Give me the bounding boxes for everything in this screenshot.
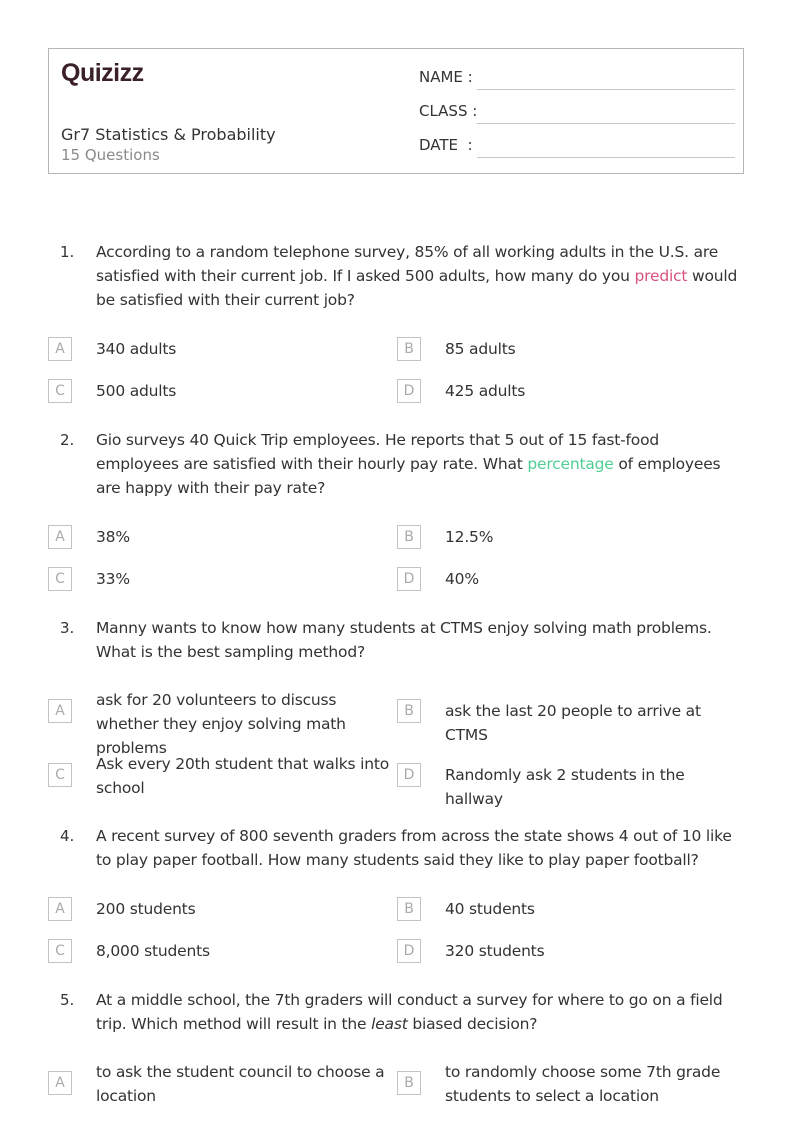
option-text: 38% xyxy=(96,528,130,546)
class-field xyxy=(419,102,735,126)
date-line xyxy=(477,157,735,158)
option-text: to randomly choose some 7th grade students to select a location xyxy=(445,1063,721,1105)
option-text: Randomly ask 2 students in the hallway xyxy=(445,766,685,808)
question-text-part: At a middle school, the 7th graders will conduct a survey for where to go on a field trip. Which method will result in the xyxy=(96,991,723,1033)
option-text: 40 students xyxy=(445,900,535,918)
question-text xyxy=(96,988,744,1036)
question-text-part: would be satisfied with their current job? xyxy=(96,267,738,309)
option-text: 320 students xyxy=(445,942,545,960)
question-count: 15 Questions xyxy=(61,146,160,164)
keyword-predict: predict xyxy=(634,267,688,285)
question-text-part: of employees are happy with their pay rate? xyxy=(96,455,721,497)
option-letter-box: A xyxy=(48,1071,72,1095)
name-label: NAME : xyxy=(419,68,473,86)
class-line xyxy=(477,123,735,124)
option-text: 33% xyxy=(96,570,130,588)
option-letter-box: C xyxy=(48,763,72,787)
question-number: 3. xyxy=(60,619,75,637)
option-letter-box: B xyxy=(397,699,421,723)
option-text: 8,000 students xyxy=(96,942,210,960)
question-text-part: biased decision? xyxy=(407,1015,538,1033)
keyword-percentage: percentage xyxy=(527,455,614,473)
option-letter-box: A xyxy=(48,525,72,549)
option-letter-box: C xyxy=(48,379,72,403)
question-text-part: According to a random telephone survey, 85% of all working adults in the U.S. are satisfied with their current job. If I asked 500 adults, how many do you xyxy=(96,243,719,285)
date-label: DATE : xyxy=(419,136,473,154)
option-letter-box: C xyxy=(48,567,72,591)
option-letter-box: A xyxy=(48,699,72,723)
option-letter-box: B xyxy=(397,337,421,361)
option-text: ask for 20 volunteers to discuss whether they enjoy solving math problems xyxy=(96,691,346,757)
option-letter-box: A xyxy=(48,337,72,361)
worksheet-header xyxy=(48,48,744,174)
option-letter-box: D xyxy=(397,939,421,963)
option-text: 500 adults xyxy=(96,382,177,400)
option-letter-box: D xyxy=(397,763,421,787)
question-text xyxy=(96,428,744,500)
question-number: 5. xyxy=(60,991,75,1009)
name-line xyxy=(477,89,735,90)
option-text: 85 adults xyxy=(445,340,516,358)
question-number: 4. xyxy=(60,827,75,845)
question-text xyxy=(96,240,744,312)
option-text: 12.5% xyxy=(445,528,494,546)
worksheet-title: Gr7 Statistics & Probability xyxy=(61,125,276,144)
question-number: 2. xyxy=(60,431,75,449)
name-field xyxy=(419,68,735,92)
option-text: 40% xyxy=(445,570,479,588)
option-letter-box: A xyxy=(48,897,72,921)
date-field xyxy=(419,136,735,160)
question-number: 1. xyxy=(60,243,75,261)
keyword-least: least xyxy=(371,1015,408,1033)
question-text-part: Gio surveys 40 Quick Trip employees. He reports that 5 out of 15 fast-food employees are satisfied with their hourly pay rate. What xyxy=(96,431,660,473)
option-letter-box: C xyxy=(48,939,72,963)
question-text: A recent survey of 800 seventh graders from across the state shows 4 out of 10 like to play paper football. How many students said they like to play paper football? xyxy=(96,827,732,869)
option-letter-box: D xyxy=(397,567,421,591)
question-text: Manny wants to know how many students at CTMS enjoy solving math problems. What is the best sampling method? xyxy=(96,619,712,661)
option-text: to ask the student council to choose a location xyxy=(96,1063,385,1105)
option-text: Ask every 20th student that walks into school xyxy=(96,755,389,797)
quizizz-logo: Quizizz xyxy=(61,59,144,87)
option-text: 340 adults xyxy=(96,340,177,358)
option-letter-box: D xyxy=(397,379,421,403)
option-letter-box: B xyxy=(397,525,421,549)
option-text: 425 adults xyxy=(445,382,526,400)
option-letter-box: B xyxy=(397,897,421,921)
option-text: 200 students xyxy=(96,900,196,918)
option-letter-box: B xyxy=(397,1071,421,1095)
option-text: ask the last 20 people to arrive at CTMS xyxy=(445,702,701,744)
class-label: CLASS : xyxy=(419,102,478,120)
